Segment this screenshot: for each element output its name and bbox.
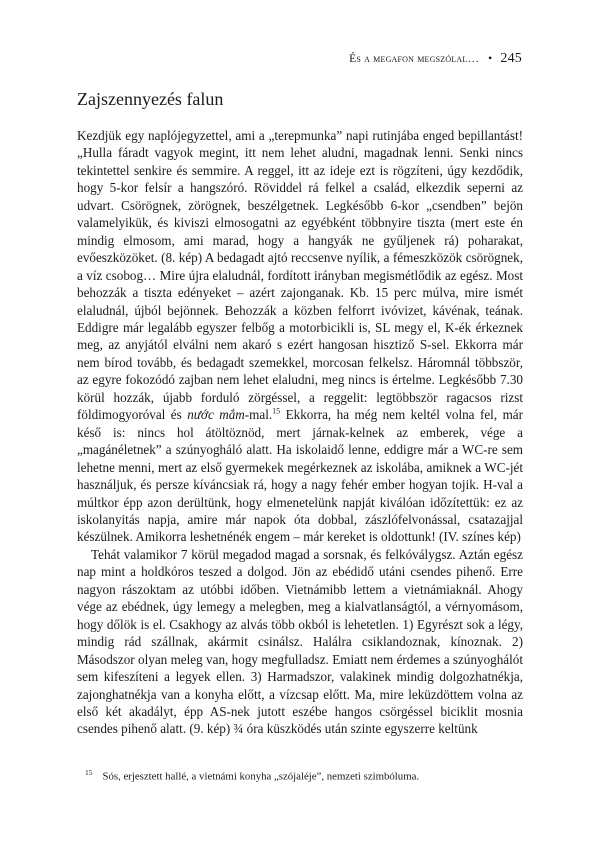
- paragraph-1-continued: Ekkorra, ha még nem keltél volna fel, már késő is: nincs hol átöltöznöd, mert járnak-kelnek az emberek, vége a „magánéletnek” a szúnyogháló alatt. Ha iskolaidő lenne, eddigre már a WC-re sem lehetne menni, mert az első gyermekek megérkeznek az iskolába, amiknek a WC-jét használjuk, és persze kíváncsiak rá, hogy a nagy fehér ember hogyan tojik. H-val a múltkor épp azon derültünk, hogy elmenetelünk napját kiválóan időzítettük: ez az iskolanyitás napja, amire már napok óta dobbal, zászlófelvonással, csatazajjal készülnek. Amikorra leshetnénék engem – már kereket is oldottunk! (IV. színes kép): [77, 407, 523, 545]
- footnote: [85, 766, 525, 784]
- running-head-title: És a megafon megszólal…: [349, 53, 480, 65]
- footnote-mark: 15: [85, 768, 93, 777]
- running-head: [349, 51, 522, 67]
- italic-term: nước mắm: [187, 407, 245, 423]
- paragraph-1: [77, 127, 523, 546]
- page-number: 245: [500, 51, 522, 66]
- paragraph-1-text: Kezdjük egy naplójegyzettel, ami a „terepmunka” napi rutinjába enged bepillantást! „Hulla fáradt vagyok megint, itt nem lehet aludni, magadnak lenni. Senki nincs tekintettel senkire és semmire. A reggel, itt az ideje ezt is rögzíteni, úgy kezdődik, hogy 5-kor felsír a hangszóró. Röviddel rá felkel a család, elkezdik seperni az udvart. Csörögnek, zörögnek, beszélgetnek. Legkésőbb 6-kor „csendben” bejön valamelyikük, és kiviszi elmosogatni az egyébként többnyire tiszta (mert este én mindig elmosom, ami marad, hogy a hangyák ne gyűljenek rá) poharakat, evőeszközöket. (8. kép) A bedagadt ajtó reccsenve nyílik, a fémeszközök csörögnek, a víz csobog… Mire újra elaludnál, fordított irányban megismétlődik az egész. Most behozzák a tiszta edényeket – azért zajonganak. Kb. 15 perc múlva, mire ismét elaludnál, újból bejönnek. Behozzák a közben felforrt ivóvizet, kávénak, teának. Eddigre már legalább egyszer felbőg a motorbicikli is, SL megy el, K-ék érkeznek meg, az anyjától elválni nem akaró s ezért hangosan hisztiző S-sel. Ekkorra már nem bírod tovább, és bedagadt szemekkel, morcosan felkelsz. Háromnál többször, az egyre fokozódó zajban nem lehet elaludni, meg nincs is értelme. Legkésőbb 7.30 körül hozzák, újabb forduló zörgéssel, a reggelit: legtöbbször ragacsos rizst földimogyoróval és: [77, 128, 523, 423]
- section-title: Zajszennyezés falun: [77, 89, 224, 109]
- footnote-reference: 15: [272, 406, 281, 416]
- body-text: [77, 127, 523, 738]
- paragraph-2: Tehát valamikor 7 körül megadod magad a sorsnak, és felkóválygsz. Aztán egész nap mint a holdkóros teszed a dolgod. Jön az ebédidő utáni csendes pihenő. Erre nagyon rászoktam az utóbbi időben. Vietnámibb lettem a vietnámiaknál. Ahogy vége az ebédnek, úgy lemegy a melegben, meg a kialvatlanságtól, a vérnyomásom, hogy dőlök is el. Csakhogy az alvás több okból is lehetetlen. 1) Egyrészt sok a légy, mindig rád szállnak, akármit csinálsz. Halálra csiklandoznak, kínoznak. 2) Másodszor olyan meleg van, hogy megfulladsz. Emiatt nem érdemes a szúnyoghálót sem kifeszíteni a legyek ellen. 3) Harmadszor, valakinek mindig dolgozhatnékja, zajonghatnékja van a konyha előtt, a vízcsap előtt. Ma, mire leküzdöttem volna az első két akadályt, épp AS-nek jutott eszébe hangos csörgéssel biciklit mosnia csendes pihenő alatt. (9. kép) ¾ óra küszködés után szinte egyszerre keltünk: [77, 546, 523, 737]
- paragraph-1-suffix: -mal.: [244, 407, 273, 423]
- running-head-bullet: •: [488, 53, 493, 65]
- footnote-text: Sós, erjesztett hallé, a vietnámi konyha „szójaléje”, nemzeti szimbóluma.: [102, 770, 420, 783]
